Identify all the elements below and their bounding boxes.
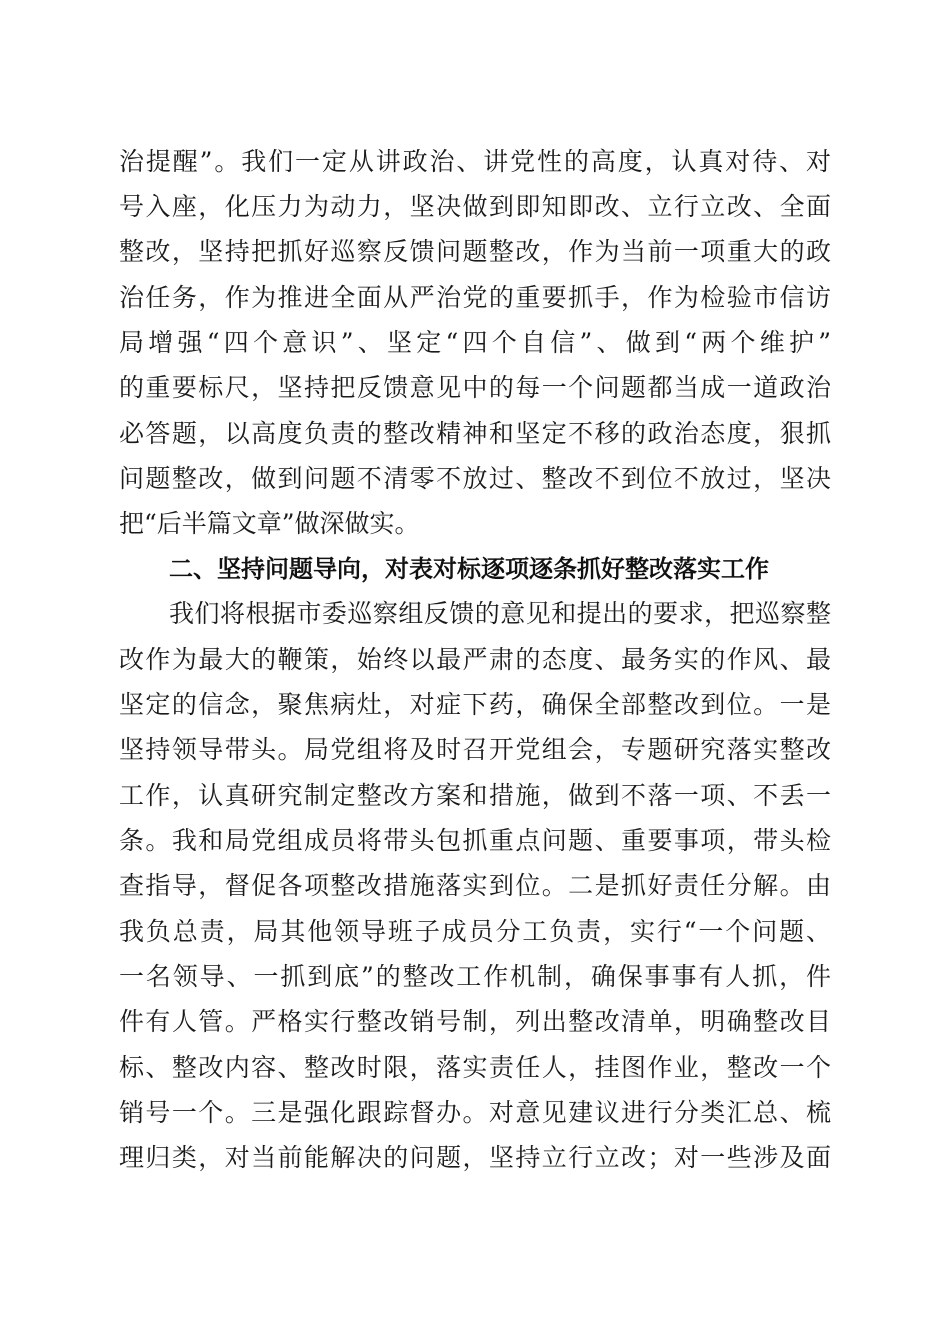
paragraph-line: 把“后半篇文章”做深做实。 xyxy=(119,509,420,538)
paragraph-line: 改作为最大的鞭策，始终以最严肃的态度、最务实的作风、最 xyxy=(119,645,831,674)
paragraph-line: 理归类，对当前能解决的问题，坚持立行立改；对一些涉及面 xyxy=(119,1143,831,1172)
paragraph-line: 问题整改，做到问题不清零不放过、整改不到位不放过，坚决 xyxy=(119,464,831,493)
paragraph-line: 必答题，以高度负责的整改精神和坚定不移的政治态度，狠抓 xyxy=(119,419,831,448)
paragraph-line: 一名领导、一抓到底”的整改工作机制，确保事事有人抓，件 xyxy=(119,962,831,991)
paragraph-line: 局增强“四个意识”、坚定“四个自信”、做到“两个维护” xyxy=(119,328,831,357)
paragraph-line: 我们将根据市委巡察组反馈的意见和提出的要求，把巡察整 xyxy=(169,599,831,628)
section-heading: 二、坚持问题导向，对表对标逐项逐条抓好整改落实工作 xyxy=(169,555,769,583)
paragraph-line: 的重要标尺，坚持把反馈意见中的每一个问题都当成一道政治 xyxy=(119,373,831,402)
paragraph-line: 查指导，督促各项整改措施落实到位。二是抓好责任分解。由 xyxy=(119,871,831,900)
paragraph-line: 整改，坚持把抓好巡察反馈问题整改，作为当前一项重大的政 xyxy=(119,237,831,266)
paragraph-line: 治任务，作为推进全面从严治党的重要抓手，作为检验市信访 xyxy=(119,283,831,312)
paragraph-line: 件有人管。严格实行整改销号制，列出整改清单，明确整改目 xyxy=(119,1007,831,1036)
paragraph-line: 治提醒”。我们一定从讲政治、讲党性的高度，认真对待、对 xyxy=(119,147,831,176)
paragraph-line: 工作，认真研究制定整改方案和措施，做到不落一项、不丢一 xyxy=(119,781,831,810)
paragraph-line: 号入座，化压力为动力，坚决做到即知即改、立行立改、全面 xyxy=(119,192,831,221)
paragraph-line: 我负总责，局其他领导班子成员分工负责，实行“一个问题、 xyxy=(119,917,831,946)
paragraph-line: 坚定的信念，聚焦病灶，对症下药，确保全部整改到位。一是 xyxy=(119,690,831,719)
paragraph-line: 销号一个。三是强化跟踪督办。对意见建议进行分类汇总、梳 xyxy=(119,1098,831,1127)
paragraph-line: 条。我和局党组成员将带头包抓重点问题、重要事项，带头检 xyxy=(119,826,831,855)
paragraph-line: 标、整改内容、整改时限，落实责任人，挂图作业，整改一个 xyxy=(119,1053,831,1082)
paragraph-line: 坚持领导带头。局党组将及时召开党组会，专题研究落实整改 xyxy=(119,735,831,764)
